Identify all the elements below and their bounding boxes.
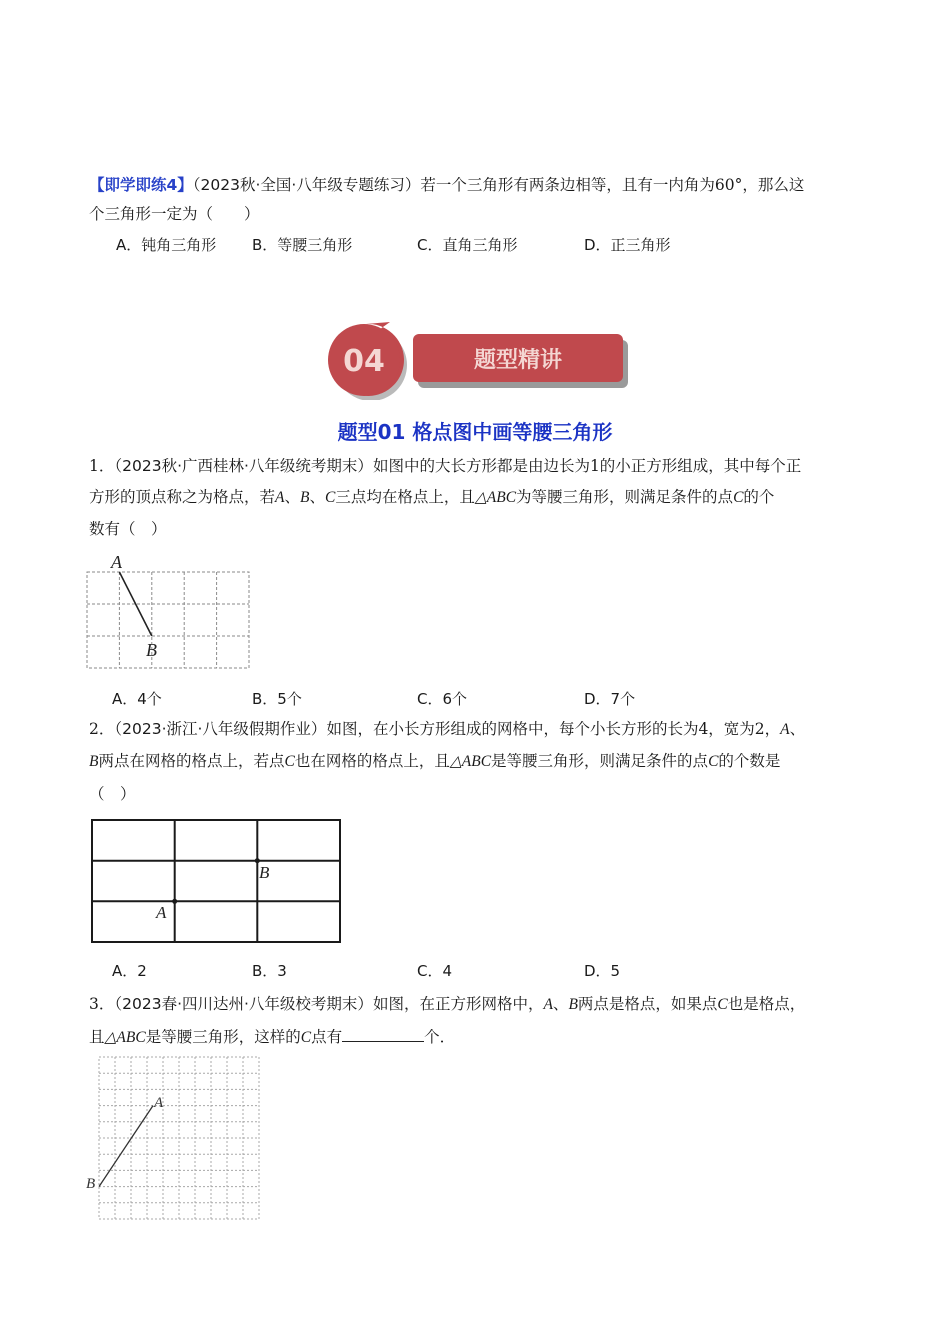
q1-grid <box>87 572 249 668</box>
q1-triangle: △ABC <box>474 489 517 506</box>
q1-option-a[interactable]: A．4个 <box>112 690 162 708</box>
practice-option-b[interactable]: B．等腰三角形 <box>252 236 353 254</box>
q1-text-2a: 方形的顶点称之为格点，若 <box>89 488 276 506</box>
q1-line-3: 数有（ ） <box>89 520 167 538</box>
q3-text-1b: 两点是格点，如果点 <box>577 995 718 1013</box>
q1-label-b: B <box>146 640 157 660</box>
q2-var-a: A <box>780 721 790 738</box>
q2-text-1: 如图，在小长方形组成的网格中，每个小长方形的长为4，宽为2， <box>326 720 781 738</box>
q3-number: 3． <box>89 995 115 1013</box>
q1-option-c[interactable]: C．6个 <box>417 690 468 708</box>
q1-option-d[interactable]: D．7个 <box>584 690 636 708</box>
q3-var-c2: C <box>300 1029 312 1046</box>
practice-tag: 【即学即练4】 <box>89 176 193 194</box>
q1-sep-2: 、 <box>309 488 325 506</box>
q3-text-2b: 是等腰三角形，这样的 <box>145 1028 301 1046</box>
q3-label-a: A <box>154 1095 164 1111</box>
q3-sep: 、 <box>552 995 569 1013</box>
practice-line-2: 个三角形一定为（ ） <box>89 205 260 223</box>
q1-sep-1: 、 <box>284 488 300 506</box>
banner-number-badge <box>328 322 407 400</box>
q1-text-2b: 三点均在格点上，且 <box>335 488 475 506</box>
q2-point-a <box>172 899 177 904</box>
practice-option-d[interactable]: D．正三角形 <box>584 236 671 254</box>
q1-var-a: A <box>275 489 285 506</box>
q2-option-b[interactable]: B．3 <box>252 962 287 980</box>
q3-text-2c: 点有 <box>311 1028 343 1046</box>
q3-line-1 <box>89 993 805 1016</box>
q2-line-3: （ ） <box>89 785 136 803</box>
q2-label-b: B <box>259 863 270 882</box>
q1-line-2 <box>89 486 774 509</box>
q3-line-2 <box>89 1026 455 1049</box>
q2-text-2a: 两点在网格的格点上，若点 <box>98 752 285 770</box>
q1-var-b: B <box>300 489 310 506</box>
q2-option-a[interactable]: A．2 <box>112 962 147 980</box>
q3-answer-blank[interactable] <box>342 1026 424 1042</box>
banner-title-bar <box>413 334 628 388</box>
practice-option-c[interactable]: C．直角三角形 <box>417 236 518 254</box>
q1-line-1 <box>89 455 801 477</box>
q2-grid <box>92 820 340 942</box>
q2-line-1 <box>89 718 805 741</box>
q3-var-b: B <box>568 996 578 1013</box>
q2-text-1b: 、 <box>789 720 806 738</box>
section-banner <box>320 318 630 400</box>
q3-text-2d: 个． <box>424 1028 456 1046</box>
banner-title: 题型精讲 <box>473 348 563 373</box>
q1-label-a: A <box>111 552 122 572</box>
q1-text-1: 如图中的大长方形都是由边长为1的小正方形组成，其中每个正 <box>372 457 802 475</box>
q3-label-b: B <box>86 1176 96 1192</box>
q2-var-c: C <box>284 753 295 770</box>
q3-figure <box>84 1052 266 1224</box>
q3-source: （2023春·四川达州·八年级校考期末） <box>114 995 373 1013</box>
q2-triangle: △ABC <box>449 753 492 770</box>
q1-source: （2023秋·广西桂林·八年级统考期末） <box>114 457 373 475</box>
q3-grid <box>99 1057 259 1219</box>
q3-text-1c: 也是格点， <box>727 995 806 1013</box>
q2-text-2c: 是等腰三角形，则满足条件的点 <box>491 752 709 770</box>
practice-source: （2023秋·全国·八年级专题练习） <box>192 176 421 194</box>
banner-number: 04 <box>343 344 385 379</box>
q3-var-a: A <box>543 996 553 1013</box>
q2-text-2d: 的个数是 <box>718 752 781 770</box>
section-heading: 题型01 格点图中画等腰三角形 <box>337 420 613 444</box>
q2-source: （2023·浙江·八年级假期作业） <box>114 720 327 738</box>
q1-figure <box>80 548 260 678</box>
q2-var-c2: C <box>708 753 719 770</box>
q2-line-2 <box>89 750 780 773</box>
q1-text-2d: 的个 <box>743 488 775 506</box>
q3-triangle: △ABC <box>104 1029 146 1046</box>
q2-option-d[interactable]: D．5 <box>584 962 621 980</box>
q1-option-b[interactable]: B．5个 <box>252 690 302 708</box>
q2-label-a: A <box>156 903 167 922</box>
q3-segment-ab <box>99 1106 153 1187</box>
q2-figure <box>86 814 346 950</box>
q1-text-2c: 为等腰三角形，则满足条件的点 <box>516 488 734 506</box>
q3-text-1a: 如图，在正方形网格中， <box>372 995 544 1013</box>
q3-var-c: C <box>717 996 728 1013</box>
q2-number: 2． <box>89 720 115 738</box>
q3-text-2a: 且 <box>89 1028 105 1046</box>
q2-text-2b: 也在网格的格点上，且 <box>294 752 450 770</box>
q1-var-c: C <box>324 489 336 506</box>
q1-var-c2: C <box>733 489 744 506</box>
q2-option-c[interactable]: C．4 <box>417 962 453 980</box>
q2-var-b: B <box>89 753 99 770</box>
practice-text-1: 若一个三角形有两条边相等，且有一内角为60°，那么这 <box>420 176 805 194</box>
practice-option-a[interactable]: A．钝角三角形 <box>116 236 217 254</box>
practice-line-1 <box>89 174 804 196</box>
q1-number: 1． <box>89 457 115 475</box>
